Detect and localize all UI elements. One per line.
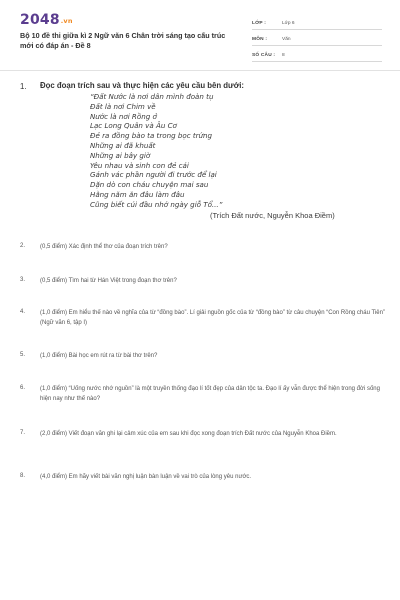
- question-lead: Đọc đoạn trích sau và thực hiện các yêu cầu bên dưới:: [40, 81, 245, 90]
- meta-row-count: [252, 46, 382, 62]
- question-text: (0,5 điểm) Xác định thể thơ của đoạn trích trên?: [40, 244, 168, 250]
- meta-value: 8: [282, 53, 285, 58]
- question-number: 2.: [20, 243, 26, 249]
- poem-excerpt: [90, 92, 385, 210]
- meta-key: LỚP :: [252, 21, 267, 26]
- question-number: 6.: [20, 385, 26, 391]
- question-4: [20, 309, 385, 328]
- header-divider: [0, 70, 400, 71]
- meta-row-class: [252, 14, 382, 30]
- question-text: (1,0 điểm) Em hiểu thế nào về nghĩa của từ “đồng bào”. Lí giải nguồn gốc của từ “đồng bào” từ câu chuyện “Con Rồng cháu Tiên” (Ngữ văn 6, tập I): [40, 310, 385, 326]
- question-5: [20, 352, 385, 362]
- poem-line: Những ai đã khuất: [90, 140, 156, 150]
- poem-line: “Đất Nước là nơi dân mình đoàn tụ: [90, 92, 214, 101]
- meta-value: Văn: [282, 37, 291, 42]
- question-text: (1,0 điểm) “Uống nước nhớ nguồn” là một truyền thống đạo lí tốt đẹp của dân tộc ta. Đạo lí ấy vẫn được thể hiện trong đời sống hiện nay như thế nào?: [40, 386, 380, 402]
- question-7: [20, 430, 385, 440]
- poem-line: Hằng năm ăn đâu làm đâu: [90, 189, 185, 199]
- question-6: [20, 385, 385, 404]
- question-text: (2,0 điểm) Viết đoạn văn ghi lại cảm xúc của em sau khi đọc xong đoạn trích Đất nước của Nguyễn Khoa Điềm.: [40, 431, 337, 437]
- site-logo[interactable]: [20, 12, 73, 28]
- meta-key: MÔN :: [252, 37, 268, 42]
- meta-key: SỐ CÂU :: [252, 53, 276, 58]
- question-text: (1,0 điểm) Bài học em rút ra từ bài thơ trên?: [40, 353, 158, 359]
- question-number: 7.: [20, 430, 26, 436]
- question-number: 8.: [20, 473, 26, 479]
- meta-row-subject: [252, 30, 382, 46]
- meta-value: Lớp 6: [282, 21, 295, 26]
- question-2: [20, 243, 385, 253]
- question-text: (0,5 điểm) Tìm hai từ Hán Việt trong đoạn thơ trên?: [40, 278, 177, 284]
- question-1: [20, 81, 385, 221]
- poem-line: Đất là nơi Chim về: [90, 101, 156, 111]
- question-number: 5.: [20, 352, 26, 358]
- question-3: [20, 277, 385, 287]
- poem-line: Dặn dò con cháu chuyện mai sau: [90, 180, 209, 190]
- logo-main: 2048: [20, 12, 60, 28]
- question-number: 1.: [20, 82, 27, 91]
- poem-line: Cũng biết cúi đầu nhớ ngày giỗ Tổ...”: [90, 199, 223, 209]
- question-number: 3.: [20, 277, 26, 283]
- document-title: Bộ 10 đề thi giữa kì 2 Ngữ văn 6 Chân trời sáng tạo cấu trúc mới có đáp án - Đề 8: [20, 31, 226, 50]
- question-number: 4.: [20, 309, 26, 315]
- question-text: (4,0 điểm) Em hãy viết bài văn nghị luận bàn luận về vai trò của lòng yêu nước.: [40, 474, 252, 480]
- poem-source: (Trích Đất nước, Nguyễn Khoa Điềm): [210, 210, 335, 220]
- poem-line: Nước là nơi Rồng ở: [90, 111, 157, 121]
- poem-line: Yêu nhau và sinh con đẻ cái: [90, 160, 189, 170]
- poem-line: Đẻ ra đồng bào ta trong bọc trứng: [90, 131, 213, 141]
- poem-line: Gánh vác phần người đi trước để lại: [90, 170, 217, 180]
- poem-line: Những ai bây giờ: [90, 150, 151, 160]
- page-header: [0, 0, 400, 66]
- logo-tld: .vn: [60, 17, 73, 25]
- meta-table: [252, 14, 382, 62]
- question-8: [20, 473, 385, 483]
- poem-line: Lạc Long Quân và Âu Cơ: [90, 121, 177, 131]
